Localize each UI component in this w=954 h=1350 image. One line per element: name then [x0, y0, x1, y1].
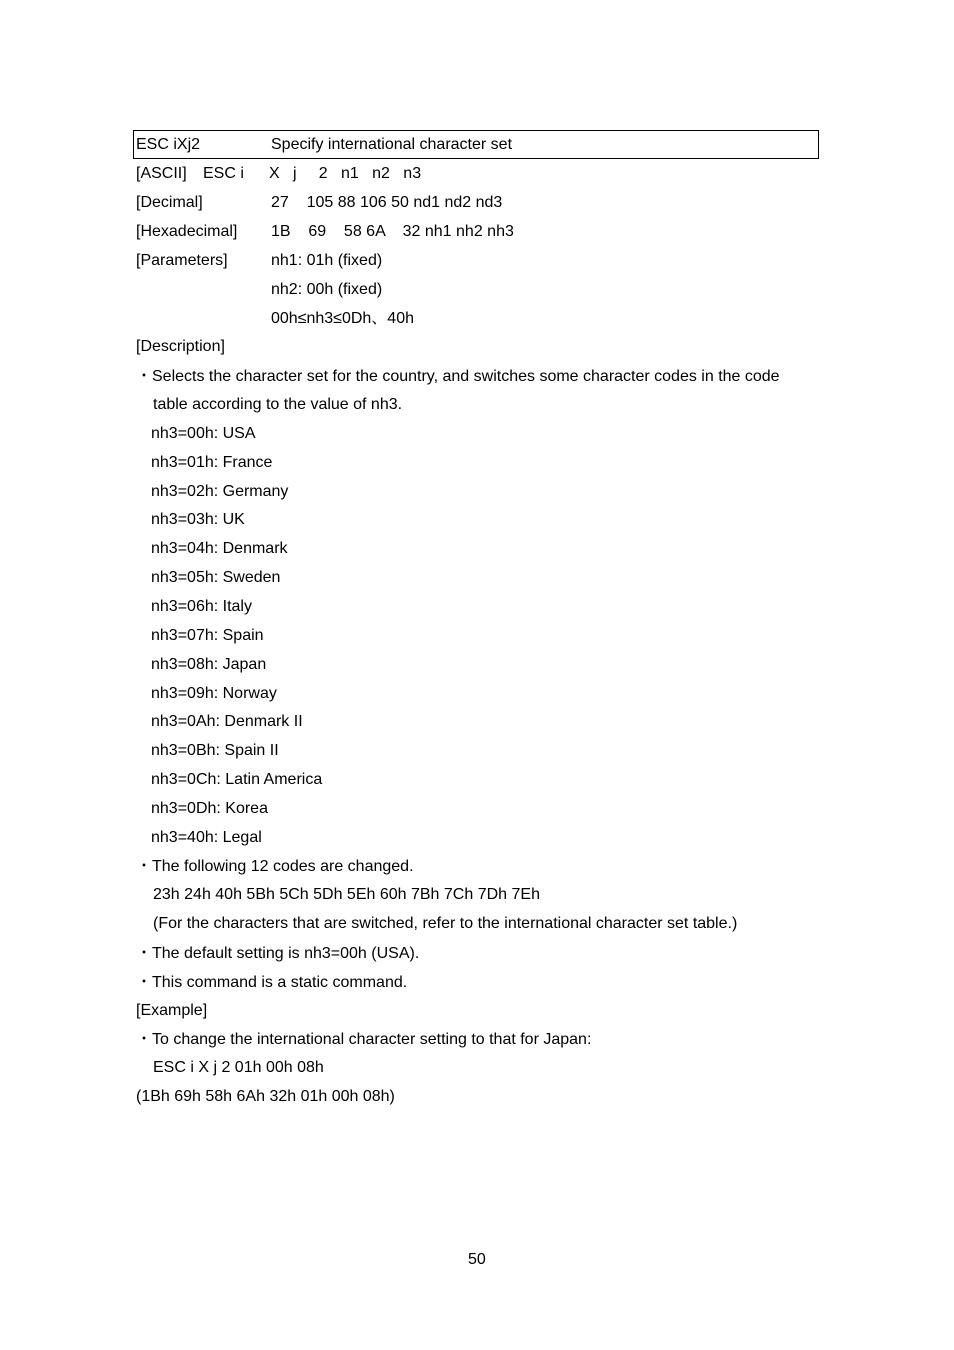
parameters-label: [Parameters]: [136, 252, 228, 269]
hexadecimal-label: [Hexadecimal]: [136, 223, 238, 240]
nh3-value-item: nh3=06h: Italy: [151, 598, 252, 615]
decimal-label: [Decimal]: [136, 194, 203, 211]
description-bullet-4: ・This command is a static command.: [136, 974, 408, 991]
hexadecimal-value: 1B 69 58 6A 32 nh1 nh2 nh3: [271, 223, 514, 240]
description-bullet-3: ・The default setting is nh3=00h (USA).: [136, 945, 420, 962]
command-header-box: [133, 130, 819, 159]
command-title: Specify international character set: [271, 136, 513, 153]
example-command: ESC i X j 2 01h 00h 08h: [153, 1059, 324, 1076]
description-label: [Description]: [136, 338, 225, 355]
nh3-value-item: nh3=08h: Japan: [151, 656, 267, 673]
command-name: ESC iXj2: [136, 136, 201, 153]
nh3-value-item: nh3=0Ah: Denmark II: [151, 713, 303, 730]
ascii-value-esc: ESC i: [203, 165, 244, 182]
ascii-label: [ASCII]: [136, 165, 187, 182]
nh3-value-item: nh3=09h: Norway: [151, 685, 277, 702]
character-table-note: (For the characters that are switched, refer to the international character set table.): [153, 915, 738, 932]
ascii-value: X j 2 n1 n2 n3: [269, 165, 422, 182]
parameter-value: 00h≤nh3≤0Dh、40h: [271, 310, 415, 327]
nh3-value-item: nh3=07h: Spain: [151, 627, 264, 644]
nh3-value-item: nh3=04h: Denmark: [151, 540, 288, 557]
description-bullet-2-line-1: ・The following 12 codes are changed.: [136, 858, 414, 875]
example-label: [Example]: [136, 1002, 208, 1019]
changed-codes-list: 23h 24h 40h 5Bh 5Ch 5Dh 5Eh 60h 7Bh 7Ch 7Dh 7Eh: [153, 886, 540, 903]
nh3-value-item: nh3=02h: Germany: [151, 483, 289, 500]
parameter-value: nh1: 01h (fixed): [271, 252, 383, 269]
nh3-value-item: nh3=0Ch: Latin America: [151, 771, 323, 788]
page-number: 50: [468, 1251, 486, 1268]
nh3-value-item: nh3=03h: UK: [151, 511, 245, 528]
example-hex: (1Bh 69h 58h 6Ah 32h 01h 00h 08h): [136, 1088, 395, 1105]
nh3-value-item: nh3=40h: Legal: [151, 829, 262, 846]
nh3-value-item: nh3=0Dh: Korea: [151, 800, 268, 817]
decimal-value: 27 105 88 106 50 nd1 nd2 nd3: [271, 194, 503, 211]
nh3-value-item: nh3=0Bh: Spain II: [151, 742, 279, 759]
nh3-value-item: nh3=00h: USA: [151, 425, 256, 442]
example-bullet: ・To change the international character setting to that for Japan:: [136, 1031, 592, 1048]
parameter-value: nh2: 00h (fixed): [271, 281, 383, 298]
description-bullet-1-line-2: table according to the value of nh3.: [153, 396, 403, 413]
nh3-value-item: nh3=05h: Sweden: [151, 569, 281, 586]
nh3-value-item: nh3=01h: France: [151, 454, 273, 471]
description-bullet-1-line-1: ・Selects the character set for the country, and switches some character codes in the code: [136, 368, 780, 385]
